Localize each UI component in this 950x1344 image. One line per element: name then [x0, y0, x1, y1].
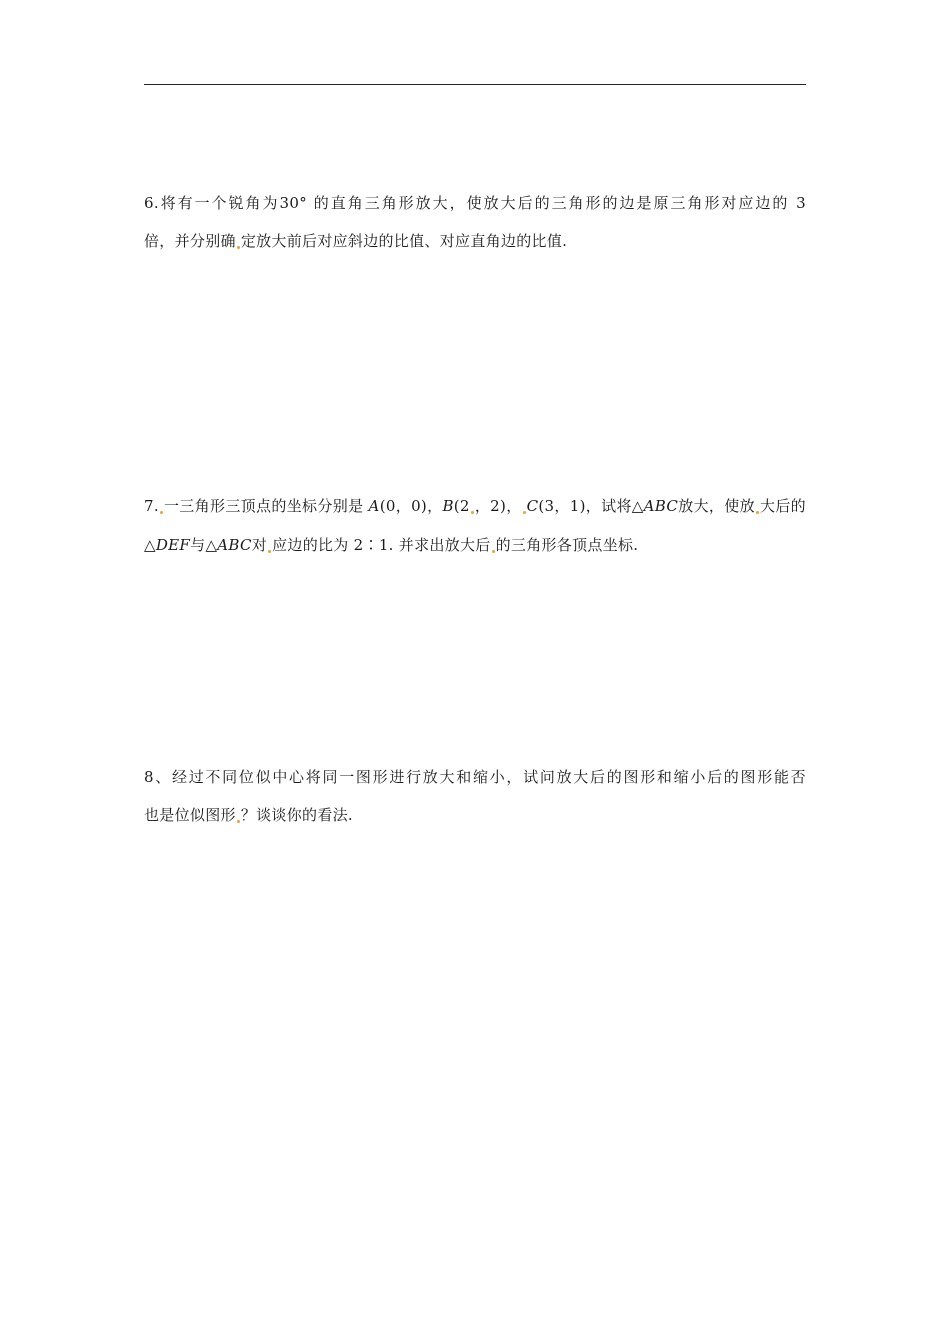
question-6-line-2 [144, 231, 567, 251]
question-8-text-b: ？谈谈你的看法. [240, 806, 353, 824]
edit-marker-dot [237, 820, 240, 823]
point-c-label: C [526, 497, 539, 515]
edit-marker-dot [160, 511, 163, 514]
question-7-text: 一三角形三顶点的坐标分别是 [163, 497, 369, 515]
edit-marker-dot [471, 511, 474, 514]
question-7-text-after: 大后的 [759, 497, 806, 515]
question-7-text-enlarge: 放大，使放 [678, 497, 755, 515]
header-rule [144, 84, 806, 85]
question-6-text-a: 倍，并分别确 [144, 232, 236, 250]
question-6-text-b: 定放大前后对应斜边的比值、对应直角边的比值. [240, 232, 568, 250]
point-b-label: B [442, 497, 454, 515]
question-7-text-ratio: 应边的比为 2∶1. 并求出放大后 [272, 536, 491, 554]
edit-marker-dot [237, 246, 240, 249]
question-7-text-with: 与△ [190, 536, 218, 554]
edit-marker-dot [523, 511, 526, 514]
question-7-line-2 [144, 535, 638, 555]
question-7-text-end: 的三角形各顶点坐标. [495, 536, 639, 554]
triangle-symbol: △ [144, 536, 156, 554]
question-7-text-corr: 对 [251, 536, 268, 554]
point-c-coord: (3，1)，试将△ [538, 497, 644, 515]
question-8-line-1: 8、经过不同位似中心将同一图形进行放大和缩小，试问放大后的图形和缩小后的图形能否 [144, 768, 806, 786]
question-7-number: 7. [144, 497, 159, 515]
point-b-coord-b: ，2)， [474, 497, 522, 515]
edit-marker-dot [756, 511, 759, 514]
question-8-line-2 [144, 805, 353, 825]
point-b-coord-a: (2 [453, 497, 470, 515]
edit-marker-dot [492, 550, 495, 553]
question-6-line-1: 6.将有一个锐角为30° 的直角三角形放大，使放大后的三角形的边是原三角形对应边的 3 [144, 194, 806, 212]
triangle-abc-label: ABC [217, 536, 252, 554]
point-a-label: A [368, 497, 380, 515]
edit-marker-dot [268, 550, 271, 553]
point-a-coord: (0，0)， [379, 497, 443, 515]
triangle-abc-label: ABC [643, 497, 679, 515]
question-7-line-1 [144, 496, 806, 516]
triangle-def-label: DEF [155, 536, 191, 554]
question-8-text-a: 也是位似图形 [144, 806, 236, 824]
